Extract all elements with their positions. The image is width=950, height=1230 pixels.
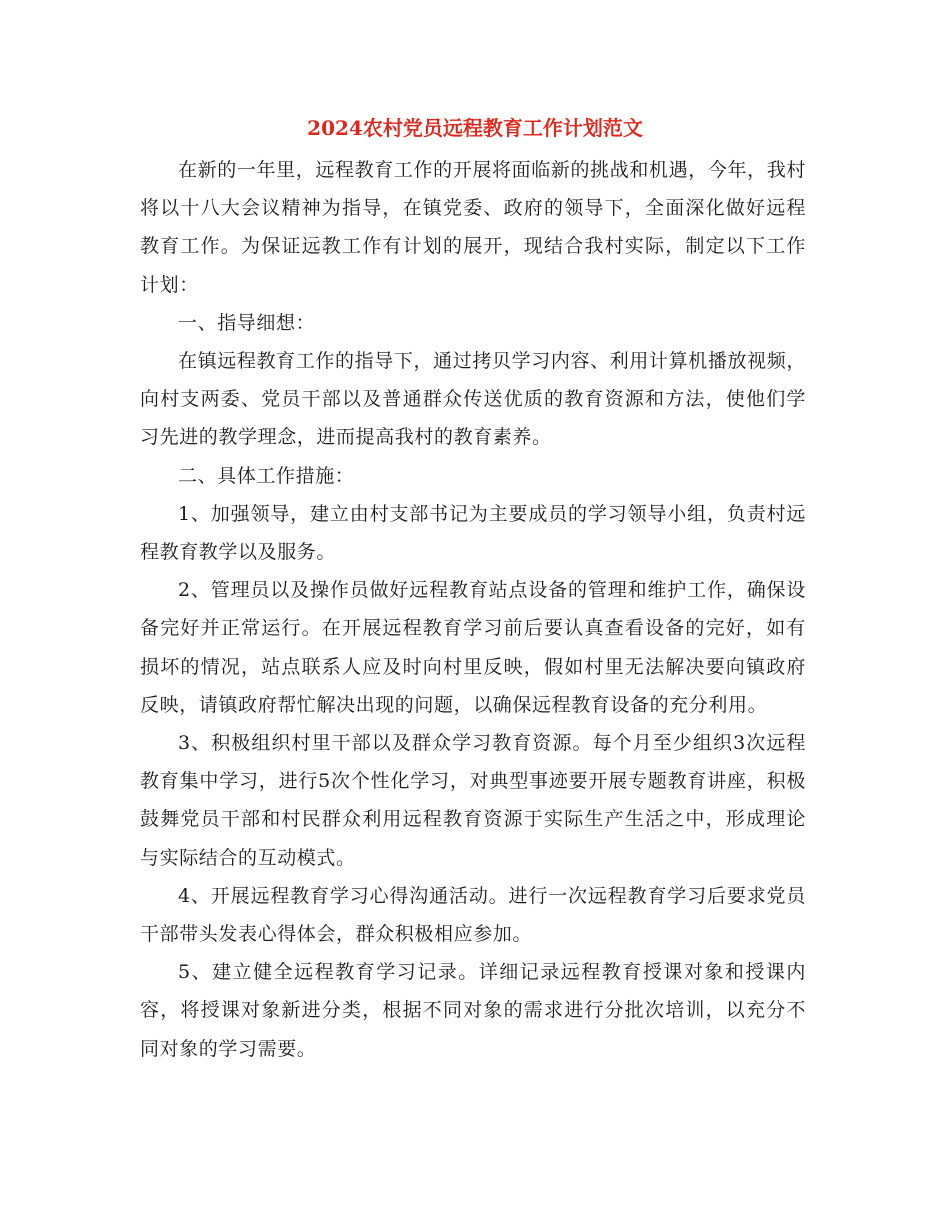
paragraph-measure-3: 3、积极组织村里干部以及群众学习教育资源。每个月至少组织3次远程教育集中学习，进行5次个性化学习，对典型事迹要开展专题教育讲座，积极鼓舞党员干部和村民群众利用远程教育资源于实际生产生活之中，形成理论与实际结合的互动模式。 xyxy=(140,732,806,869)
paragraph-measure-2: 2、管理员以及操作员做好远程教育站点设备的管理和维护工作，确保设备完好并正常运行。在开展远程教育学习前后要认真查看设备的完好，如有损坏的情况，站点联系人应及时向村里反映，假如村里无法解决要向镇政府反映，请镇政府帮忙解决出现的问题，以确保远程教育设备的充分利用。 xyxy=(140,579,806,716)
heading-measures: 二、具体工作措施： xyxy=(178,464,355,487)
document-title: 2024农村党员远程教育工作计划范文 xyxy=(307,116,643,140)
paragraph-guiding-thought: 在镇远程教育工作的指导下，通过拷贝学习内容、利用计算机播放视频，向村支两委、党员干部以及普通群众传送优质的教育资源和方法，使他们学习先进的教学理念，进而提高我村的教育素养。 xyxy=(140,350,806,449)
paragraph-measure-5: 5、建立健全远程教育学习记录。详细记录远程教育授课对象和授课内容，将授课对象新进分类，根据不同对象的需求进行分批次培训，以充分不同对象的学习需要。 xyxy=(140,961,806,1060)
paragraph-intro: 在新的一年里，远程教育工作的开展将面临新的挑战和机遇，今年，我村将以十八大会议精神为指导，在镇党委、政府的领导下，全面深化做好远程教育工作。为保证远教工作有计划的展开，现结合我村实际，制定以下工作计划： xyxy=(140,159,806,296)
paragraph-measure-4: 4、开展远程教育学习心得沟通活动。进行一次远程教育学习后要求党员干部带头发表心得体会，群众积极相应参加。 xyxy=(140,884,806,946)
paragraph-measure-1: 1、加强领导，建立由村支部书记为主要成员的学习领导小组，负责村远程教育教学以及服务。 xyxy=(140,502,806,564)
heading-guiding-thought: 一、指导细想： xyxy=(178,311,316,334)
document-body xyxy=(140,151,806,1068)
